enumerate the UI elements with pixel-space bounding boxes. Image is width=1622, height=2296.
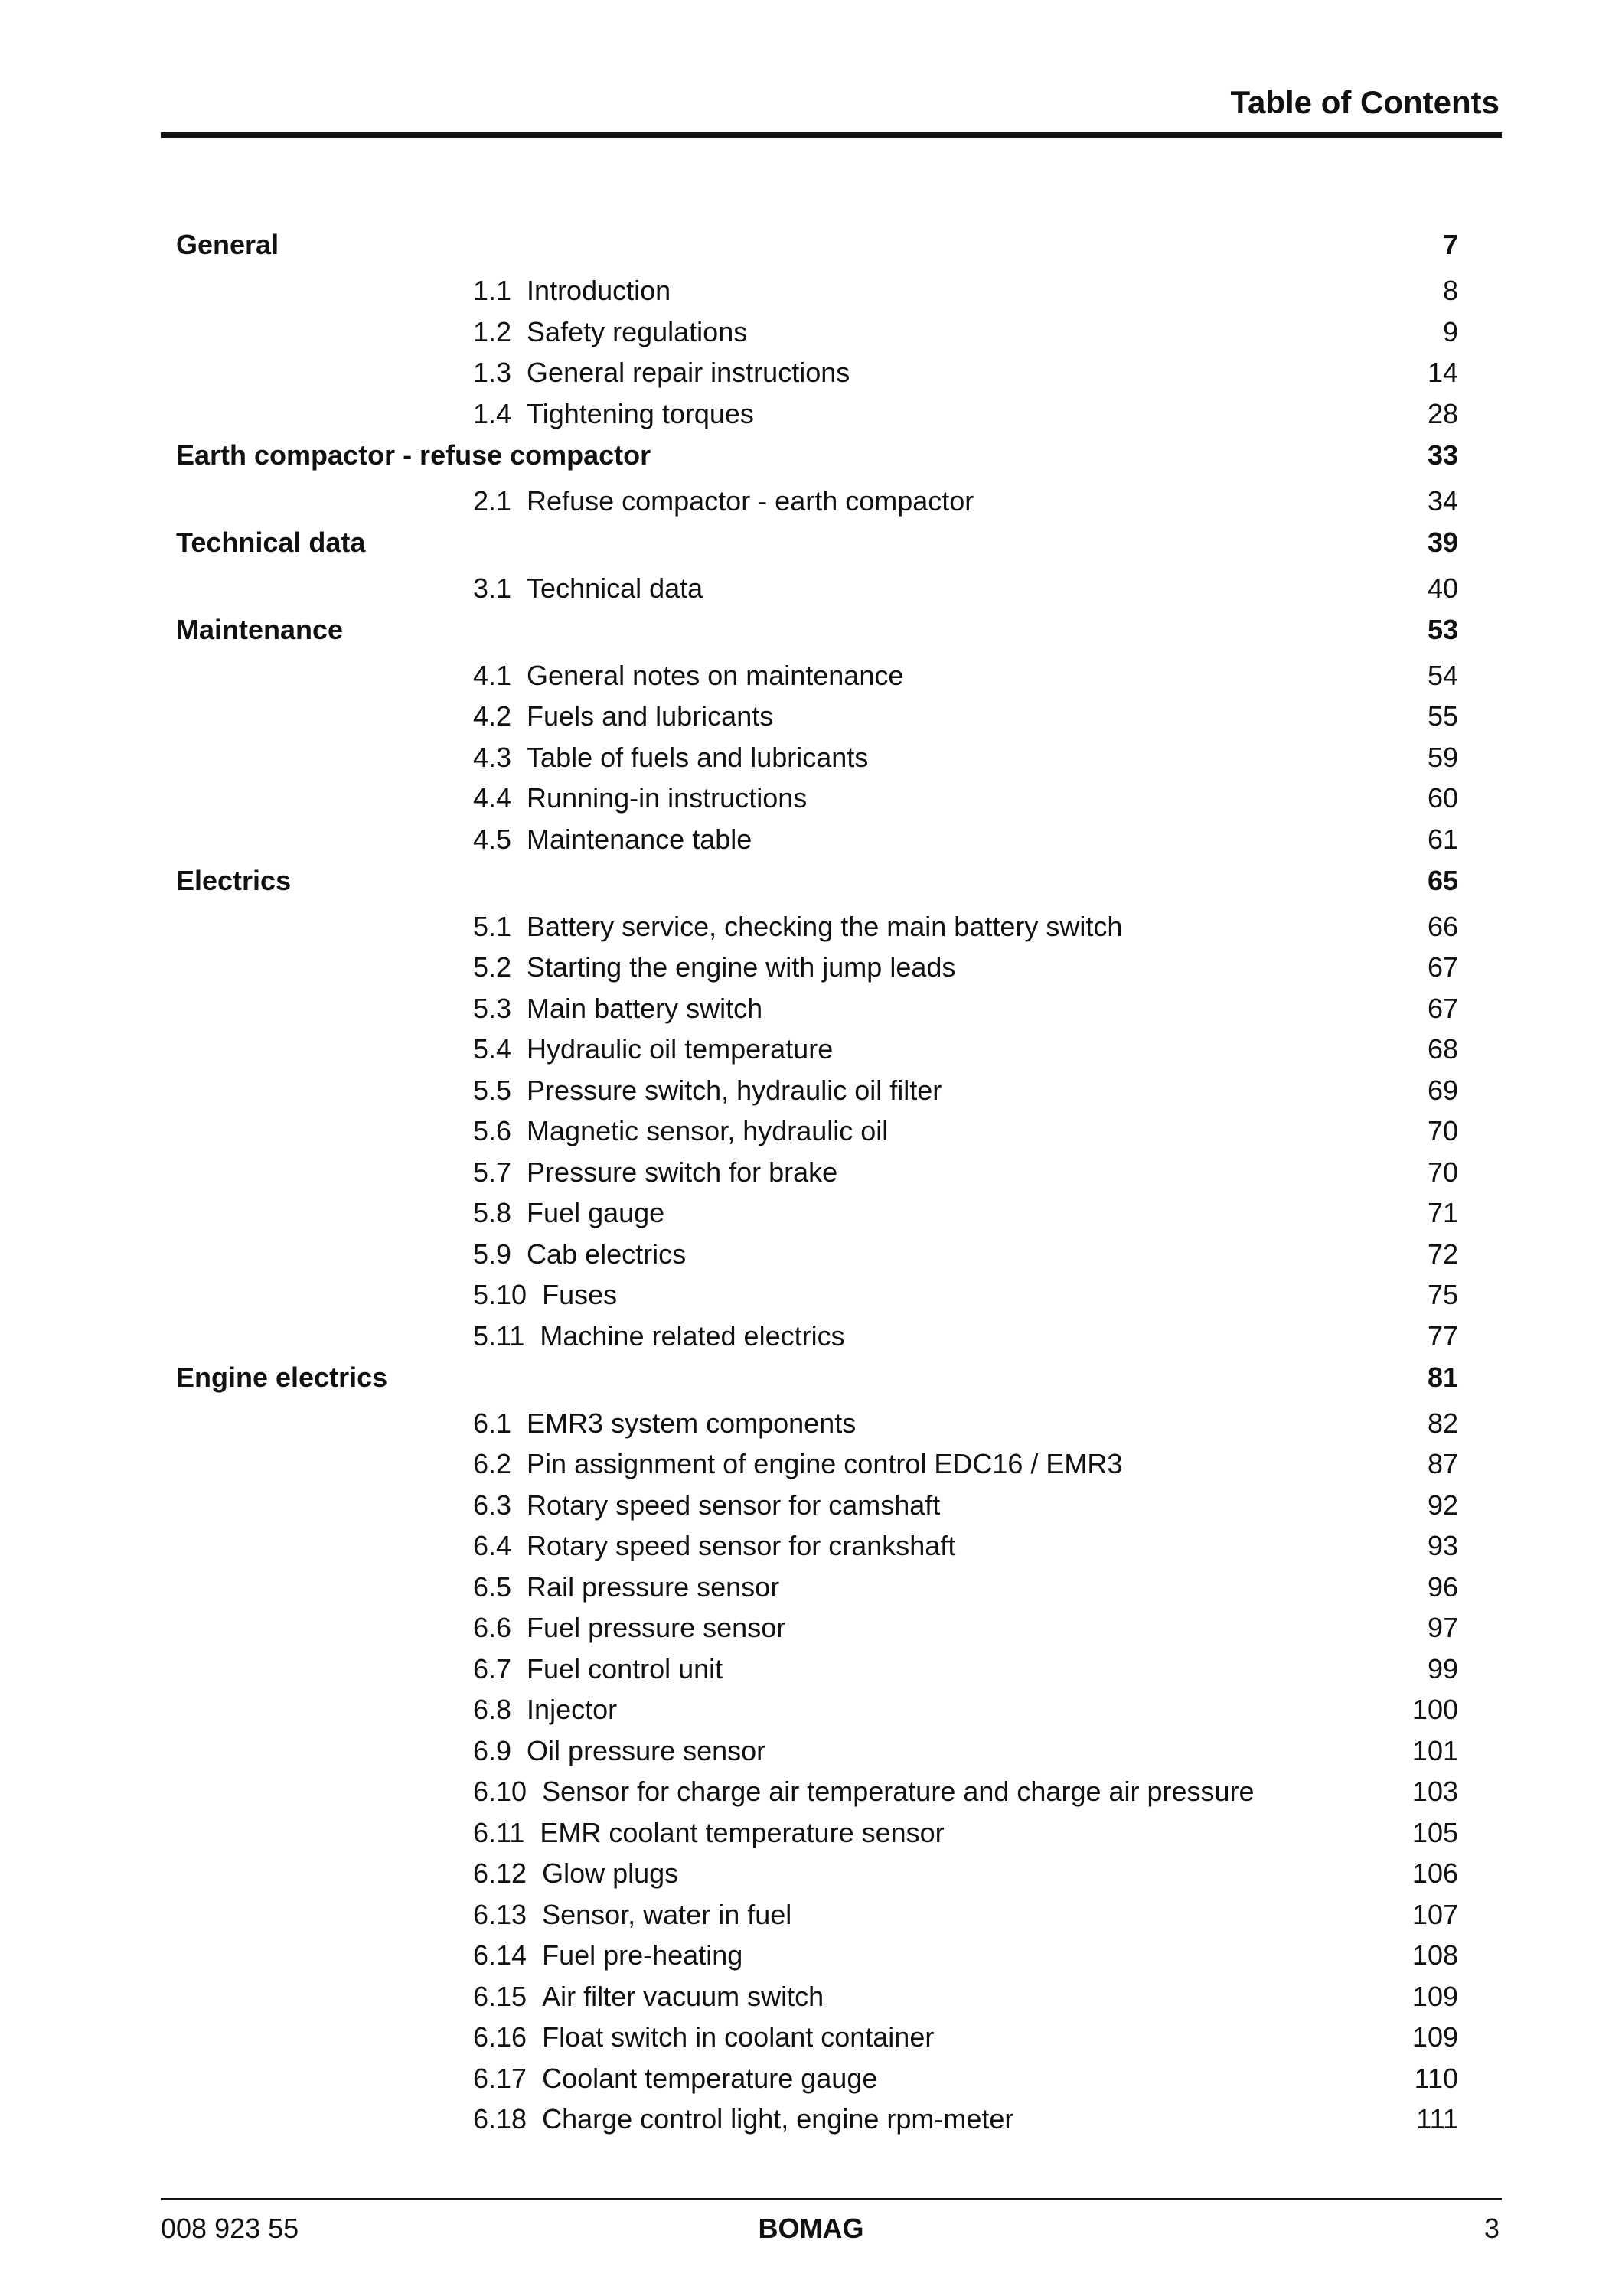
section-page-number: 99 (1427, 1652, 1458, 1684)
section-page-number: 75 (1427, 1279, 1458, 1310)
section-page-number: 70 (1427, 1115, 1458, 1146)
toc-chapter-row (0, 435, 1622, 475)
section-entry (473, 1486, 940, 1525)
section-page-number: 70 (1427, 1156, 1458, 1188)
section-entry (473, 2017, 934, 2057)
toc-section-row (0, 1316, 1622, 1356)
section-number: 5.11 (473, 1319, 525, 1352)
section-number: 5.6 (473, 1115, 512, 1146)
section-title: Fuel gauge (527, 1197, 665, 1228)
section-entry (473, 1567, 779, 1607)
section-page-number: 108 (1411, 1939, 1458, 1971)
section-number: 1.2 (473, 315, 512, 347)
section-number: 5.5 (473, 1074, 512, 1106)
toc-section-row (0, 481, 1622, 521)
section-entry (473, 1071, 942, 1110)
toc-section-row (0, 820, 1622, 859)
section-page-number: 96 (1427, 1570, 1458, 1603)
section-number: 5.1 (473, 910, 512, 942)
section-title: Sensor, water in fuel (542, 1898, 792, 1930)
section-number: 6.14 (473, 1939, 527, 1971)
section-number: 6.6 (473, 1612, 512, 1643)
toc-section-row (0, 1977, 1622, 2017)
section-number: 6.11 (473, 1816, 525, 1848)
section-page-number: 61 (1427, 823, 1458, 855)
section-page-number: 101 (1411, 1734, 1458, 1766)
chapter-page-number: 81 (1427, 1361, 1458, 1393)
section-page-number: 82 (1427, 1407, 1458, 1439)
section-entry (473, 353, 850, 393)
section-page-number: 67 (1427, 951, 1458, 983)
section-page-number: 67 (1427, 992, 1458, 1024)
section-page-number: 69 (1427, 1074, 1458, 1106)
toc-section-row (0, 1895, 1622, 1935)
section-title: Glow plugs (542, 1857, 679, 1889)
toc-section-row (0, 1486, 1622, 1525)
section-entry (473, 1977, 824, 2017)
section-number: 5.7 (473, 1156, 512, 1188)
section-number: 6.1 (473, 1407, 512, 1439)
toc-section-row (0, 778, 1622, 818)
toc-section-row (0, 1731, 1622, 1771)
toc-section-row (0, 696, 1622, 736)
section-number: 4.5 (473, 823, 512, 855)
chapter-page-number: 33 (1427, 439, 1458, 471)
section-title: Fuel pressure sensor (527, 1612, 786, 1643)
section-title: EMR3 system components (527, 1407, 857, 1439)
section-page-number: 59 (1427, 741, 1458, 773)
section-page-number: 8 (1442, 275, 1458, 306)
section-title: Float switch in coolant container (542, 2021, 935, 2053)
section-title: Rail pressure sensor (527, 1570, 780, 1603)
toc-section-row (0, 1275, 1622, 1315)
section-entry (473, 481, 974, 521)
section-entry (473, 2099, 1013, 2139)
section-title: General repair instructions (527, 357, 850, 388)
section-page-number: 109 (1411, 1980, 1458, 2012)
section-entry (473, 1193, 664, 1233)
chapter-title: Electrics (176, 864, 292, 896)
toc-section-row (0, 1772, 1622, 1812)
section-page-number: 34 (1427, 484, 1458, 517)
section-entry (473, 1444, 1122, 1484)
toc-section-row (0, 312, 1622, 352)
section-entry (473, 1649, 723, 1689)
section-number: 4.4 (473, 782, 512, 814)
section-page-number: 66 (1427, 910, 1458, 942)
section-page-number: 28 (1427, 397, 1458, 429)
section-number: 6.4 (473, 1530, 512, 1561)
section-title: Cab electrics (527, 1238, 687, 1270)
section-title: EMR coolant temperature sensor (540, 1816, 945, 1848)
toc-section-row (0, 656, 1622, 696)
section-entry (473, 1854, 678, 1893)
section-page-number: 100 (1411, 1694, 1458, 1725)
toc-chapter-row (0, 861, 1622, 901)
chapter-title: Maintenance (176, 613, 344, 645)
toc-section-row (0, 271, 1622, 311)
section-number: 6.3 (473, 1489, 512, 1521)
section-entry (473, 989, 762, 1029)
toc-section-row (0, 1071, 1622, 1110)
section-number: 5.2 (473, 951, 512, 983)
section-entry (473, 1275, 617, 1315)
section-number: 6.12 (473, 1857, 527, 1889)
section-page-number: 106 (1411, 1857, 1458, 1889)
section-title: Charge control light, engine rpm-meter (542, 2103, 1014, 2135)
toc-section-row (0, 2017, 1622, 2057)
section-page-number: 105 (1411, 1816, 1458, 1848)
section-entry (473, 1936, 742, 1975)
section-entry (473, 1526, 955, 1566)
header-rule (161, 132, 1502, 138)
chapter-title: Earth compactor - refuse compactor (176, 439, 651, 471)
section-number: 1.4 (473, 397, 512, 429)
section-entry (473, 1772, 1255, 1812)
section-entry (473, 656, 903, 696)
section-page-number: 71 (1427, 1197, 1458, 1228)
section-entry (473, 312, 747, 352)
section-title: Sensor for charge air temperature and charge air pressure (542, 1776, 1255, 1807)
section-number: 1.3 (473, 357, 512, 388)
section-title: Hydraulic oil temperature (527, 1033, 834, 1065)
section-title: Coolant temperature gauge (542, 2062, 878, 2094)
chapter-page-number: 65 (1427, 864, 1458, 896)
section-title: Fuel pre-heating (542, 1939, 743, 1971)
section-entry (473, 1316, 845, 1356)
section-page-number: 68 (1427, 1033, 1458, 1065)
toc-section-row (0, 2099, 1622, 2139)
section-number: 5.10 (473, 1279, 527, 1310)
section-entry (473, 1029, 833, 1069)
section-number: 2.1 (473, 484, 512, 517)
section-page-number: 55 (1427, 700, 1458, 732)
section-entry (473, 1731, 765, 1771)
section-title: Rotary speed sensor for camshaft (527, 1489, 941, 1521)
toc-section-row (0, 907, 1622, 947)
section-entry (473, 569, 703, 608)
section-entry (473, 696, 773, 736)
section-page-number: 97 (1427, 1612, 1458, 1643)
section-title: Tightening torques (527, 397, 754, 429)
section-number: 5.8 (473, 1197, 512, 1228)
section-entry (473, 2059, 877, 2099)
section-number: 6.17 (473, 2062, 527, 2094)
section-number: 5.3 (473, 992, 512, 1024)
section-number: 6.16 (473, 2021, 527, 2053)
section-number: 6.13 (473, 1898, 527, 1930)
section-entry (473, 907, 1122, 947)
section-title: Fuses (542, 1279, 618, 1310)
toc-section-row (0, 1567, 1622, 1607)
toc-section-row (0, 1649, 1622, 1689)
toc-section-row (0, 1153, 1622, 1192)
chapter-page-number: 7 (1442, 229, 1458, 260)
section-title: Oil pressure sensor (527, 1734, 766, 1766)
section-title: Pressure switch for brake (527, 1156, 838, 1188)
toc-section-row (0, 1690, 1622, 1730)
section-number: 5.9 (473, 1238, 512, 1270)
section-title: Pressure switch, hydraulic oil filter (527, 1074, 942, 1106)
section-page-number: 9 (1442, 315, 1458, 347)
toc-section-row (0, 569, 1622, 608)
document-number: 008 923 55 (161, 2213, 299, 2244)
section-title: Rotary speed sensor for crankshaft (527, 1530, 956, 1561)
section-page-number: 109 (1411, 2021, 1458, 2053)
footer-rule (161, 2198, 1502, 2200)
section-number: 6.18 (473, 2103, 527, 2135)
section-title: Main battery switch (527, 992, 763, 1024)
section-number: 6.2 (473, 1448, 512, 1479)
toc-section-row (0, 1813, 1622, 1853)
section-title: Starting the engine with jump leads (527, 951, 956, 983)
page-number: 3 (1483, 2213, 1500, 2244)
toc-section-row (0, 989, 1622, 1029)
section-page-number: 14 (1427, 357, 1458, 388)
section-page-number: 111 (1416, 2103, 1458, 2135)
section-page-number: 110 (1414, 2062, 1458, 2094)
toc-section-row (0, 1029, 1622, 1069)
section-page-number: 77 (1427, 1319, 1458, 1352)
page-title: Table of Contents (1230, 84, 1500, 120)
section-title: Magnetic sensor, hydraulic oil (527, 1115, 889, 1146)
section-entry (473, 1895, 791, 1935)
section-entry (473, 1153, 837, 1192)
section-number: 4.1 (473, 659, 512, 691)
section-title: Table of fuels and lubricants (527, 741, 869, 773)
section-number: 5.4 (473, 1033, 512, 1065)
toc-section-row (0, 947, 1622, 987)
section-number: 6.7 (473, 1652, 512, 1684)
section-page-number: 40 (1427, 572, 1458, 604)
toc-chapter-row (0, 523, 1622, 563)
section-number: 6.5 (473, 1570, 512, 1603)
section-entry (473, 1404, 856, 1443)
toc-chapter-row (0, 1358, 1622, 1397)
section-entry (473, 778, 807, 818)
section-title: Battery service, checking the main battery switch (527, 910, 1123, 942)
section-entry (473, 1234, 686, 1274)
section-page-number: 93 (1427, 1530, 1458, 1561)
toc-section-row (0, 1526, 1622, 1566)
section-title: Injector (527, 1694, 618, 1725)
section-entry (473, 1690, 617, 1730)
section-number: 6.8 (473, 1694, 512, 1725)
section-title: Running-in instructions (527, 782, 808, 814)
section-number: 6.9 (473, 1734, 512, 1766)
toc-section-row (0, 353, 1622, 393)
section-entry (473, 1608, 785, 1648)
section-page-number: 107 (1411, 1898, 1458, 1930)
section-number: 4.3 (473, 741, 512, 773)
section-page-number: 72 (1427, 1238, 1458, 1270)
section-title: Fuel control unit (527, 1652, 723, 1684)
toc-section-row (0, 1404, 1622, 1443)
section-number: 3.1 (473, 572, 512, 604)
toc-section-row (0, 1936, 1622, 1975)
section-title: Refuse compactor - earth compactor (527, 484, 974, 517)
section-page-number: 103 (1411, 1776, 1458, 1807)
section-entry (473, 738, 868, 778)
section-entry (473, 1813, 945, 1853)
toc-chapter-row (0, 225, 1622, 265)
chapter-page-number: 39 (1427, 526, 1458, 558)
toc-section-row (0, 2059, 1622, 2099)
section-entry (473, 820, 752, 859)
section-title: Air filter vacuum switch (542, 1980, 824, 2012)
toc-section-row (0, 1193, 1622, 1233)
toc-section-row (0, 1608, 1622, 1648)
section-page-number: 54 (1427, 659, 1458, 691)
section-title: Safety regulations (527, 315, 748, 347)
section-page-number: 92 (1427, 1489, 1458, 1521)
section-page-number: 60 (1427, 782, 1458, 814)
section-title: Introduction (527, 275, 671, 306)
chapter-page-number: 53 (1427, 613, 1458, 645)
toc-section-row (0, 1854, 1622, 1893)
section-entry (473, 1111, 888, 1151)
section-number: 6.10 (473, 1776, 527, 1807)
toc-chapter-row (0, 610, 1622, 650)
section-title: Fuels and lubricants (527, 700, 774, 732)
section-entry (473, 271, 671, 311)
brand-name: BOMAG (758, 2213, 864, 2244)
chapter-title: General (176, 229, 279, 260)
section-number: 6.15 (473, 1980, 527, 2012)
section-page-number: 87 (1427, 1448, 1458, 1479)
section-entry (473, 947, 955, 987)
section-title: Maintenance table (527, 823, 752, 855)
toc-section-row (0, 1444, 1622, 1484)
section-number: 1.1 (473, 275, 512, 306)
toc-section-row (0, 1111, 1622, 1151)
section-title: Technical data (527, 572, 703, 604)
chapter-title: Engine electrics (176, 1361, 388, 1393)
section-title: Pin assignment of engine control EDC16 / EMR3 (527, 1448, 1123, 1479)
chapter-title: Technical data (176, 526, 366, 558)
toc-section-row (0, 738, 1622, 778)
toc-section-row (0, 1234, 1622, 1274)
section-number: 4.2 (473, 700, 512, 732)
toc-section-row (0, 394, 1622, 434)
section-title: General notes on maintenance (527, 659, 904, 691)
section-title: Machine related electrics (540, 1319, 845, 1352)
section-entry (473, 394, 754, 434)
